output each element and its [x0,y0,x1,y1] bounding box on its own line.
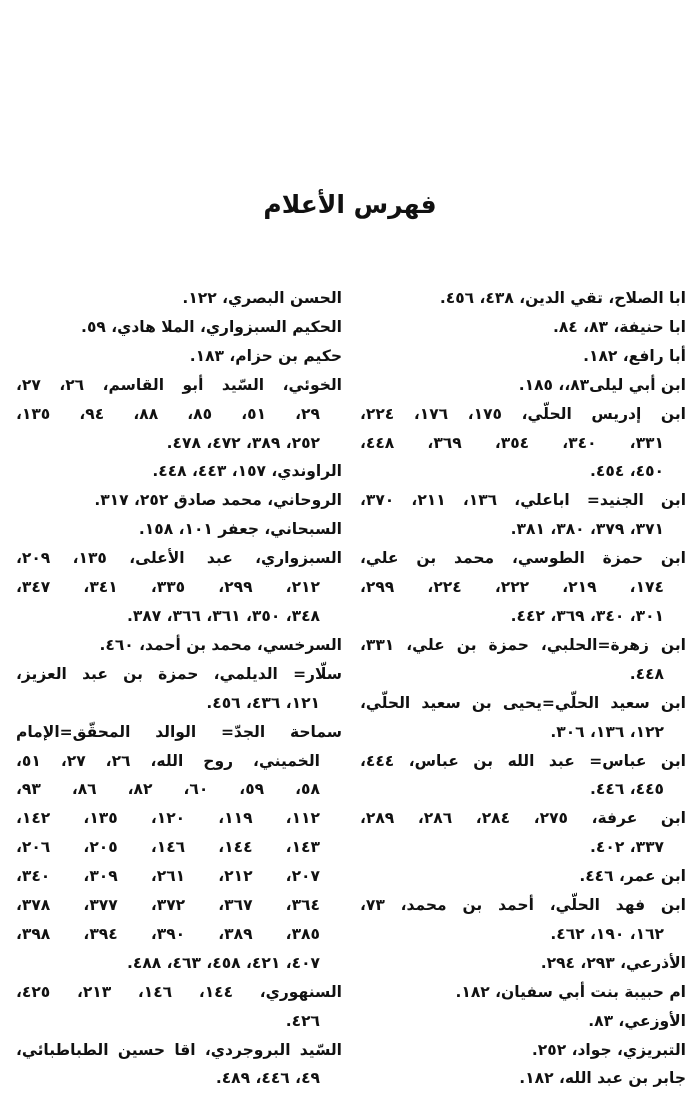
index-entry-heading: ابن عرفة، ٢٧٥، ٢٨٤، ٢٨٦، ٢٨٩، [360,809,686,828]
index-entry-heading: ابن أبي ليلى٨٣،، ١٨٥. [518,375,686,394]
index-entry [16,978,342,1036]
index-entry [360,631,686,689]
index-entry [16,660,342,718]
index-entry [16,457,342,486]
index-entry [360,371,686,400]
index-entry-heading: ابا حنيفة، ٨٣، ٨٤. [552,317,686,336]
index-entry-pages: ٣٦٤، ٣٦٧، ٣٧٢، ٣٧٧، ٣٧٨، [16,896,320,915]
index-entry-pages: ١٦٢، ١٩٠، ٤٦٢. [550,924,664,943]
index-entry-pages: ٣٣٧، ٤٠٢. [590,838,664,857]
index-entry-pages: ٣٤٨، ٣٥٠، ٣٦١، ٣٦٦، ٣٨٧. [126,606,320,625]
index-entry-pages: ٤٤٥، ٤٤٦. [590,780,664,799]
index-entry-heading: ابن فهد الحلّي، أحمد بن محمد، ٧٣، [360,896,686,915]
index-entry-heading: الأوزعي، ٨٣. [588,1011,686,1030]
index-entry-heading: الأذرعي، ٢٩٣، ٢٩٤. [540,953,686,972]
index-entry-heading: ابن سعيد الحلّي=يحيى بن سعيد الحلّي، [360,693,686,712]
index-entry [16,718,342,978]
index-entry [360,284,686,313]
index-entry-heading: ابن الجنيد= اباعلي، ١٣٦، ٢١١، ٣٧٠، [360,491,687,510]
index-entry-pages: ٣٧١، ٣٧٩، ٣٨٠، ٣٨١. [510,520,664,539]
index-entry-pages: ١٧٤، ٢١٩، ٢٢٢، ٢٢٤، ٢٩٩، [360,578,664,597]
index-entry-heading: ام حبيبة بنت أبي سفيان، ١٨٢. [455,982,686,1001]
index-entry-heading: السرخسي، محمد بن أحمد، ٤٦٠. [99,635,342,654]
index-entry-pages: ٢٩، ٥١، ٨٥، ٨٨، ٩٤، ١٣٥، [16,404,320,423]
index-column-left [16,284,342,1093]
index-column-right [360,284,686,1093]
index-entry-pages: ٤٠٧، ٤٢١، ٤٥٨، ٤٦٣، ٤٨٨. [126,953,320,972]
index-entry [16,515,342,544]
index-entry [360,1007,686,1036]
index-entry-heading: الحسن البصري، ١٢٢. [182,289,342,307]
index-entry-pages: ٤٢٦. [285,1011,320,1030]
index-entry [360,747,686,805]
index-entry-heading: ابن إدريس الحلّي، ١٧٥، ١٧٦، ٢٢٤، [360,404,686,423]
index-entry-pages: ٣٣١، ٣٤٠، ٣٥٤، ٣٦٩، ٤٤٨، [360,433,664,452]
index-entry [360,804,686,862]
index-entry [16,371,342,458]
index-entry-heading: ابن عباس= عبد الله بن عباس، ٤٤٤، [360,751,686,770]
index-entry-heading: سلّار= الديلمي، حمزة بن عبد العزيز، [16,664,342,683]
index-entry-pages: ٣٨٥، ٣٨٩، ٣٩٠، ٣٩٤، ٣٩٨، [16,924,320,943]
index-entry-heading: حكيم بن حزام، ١٨٣. [189,346,342,365]
index-entry-heading: السنهوري، ١٤٤، ١٤٦، ٢١٣، ٤٢٥، [16,982,342,1001]
index-entry [360,544,686,631]
index-entry [16,544,342,631]
index-entry-pages: ١٢١، ٤٣٦، ٤٥٦. [206,693,320,712]
index-entry [360,891,686,949]
index-entry-pages: ٤٥٠، ٤٥٤. [590,462,664,481]
index-entry-heading: الخوئي، السّيد أبو القاسم، ٢٦، ٢٧، [16,375,342,394]
index-entry [16,1036,342,1094]
index-entry-pages: ٣٠١، ٣٤٠، ٣٦٩، ٤٤٢. [510,606,664,625]
index-entry [360,400,686,487]
index-entry [360,313,686,342]
index-entry [16,284,342,313]
index-entry-heading: التبريزي، جواد، ٢٥٢. [531,1040,686,1059]
index-entry-heading: ابن حمزة الطوسي، محمد بن علي، [360,549,686,568]
index-entry-pages: ١٤٣، ١٤٤، ١٤٦، ٢٠٥، ٢٠٦، [16,838,320,857]
index-entry-pages: ٤٩، ٤٤٦، ٤٨٩. [215,1069,320,1088]
index-entry-pages: ٤٤٨. [629,664,664,683]
index-entry [16,486,342,515]
index-entry-heading: جابر بن عبد الله، ١٨٢. [519,1069,686,1088]
index-entry-heading: ابا الصلاح، تقي الدين، ٤٣٨، ٤٥٦. [439,289,686,307]
index-entry-heading: السّيد البروجردي، اقا حسين الطباطبائي، [16,1040,342,1059]
index-entry-pages: ١٢٢، ١٣٦، ٣٠٦. [550,722,664,741]
index-entry [16,342,342,371]
index-entry [360,342,686,371]
index-entry [360,486,686,544]
index-entry-pages: ٢٠٧، ٢١٢، ٢٦١، ٣٠٩، ٣٤٠، [16,867,320,886]
index-entry-pages: ٢٥٢، ٣٨٩، ٤٧٢، ٤٧٨. [166,433,320,452]
index-entry [16,631,342,660]
index-entry-heading: الحكيم السبزواري، الملا هادي، ٥٩. [81,317,342,336]
index-entry [360,862,686,891]
index-entry-heading: أبا رافع، ١٨٢. [583,346,686,365]
page-title: فهرس الأعلام [263,190,437,219]
index-entry-heading: الروحاني، محمد صادق ٢٥٢، ٣١٧. [94,491,342,510]
index-entry [360,978,686,1007]
index-entry-heading: ابن زهرة=الحلبي، حمزة بن علي، ٣٣١، [360,635,686,654]
index-entry-pages: ١١٢، ١١٩، ١٢٠، ١٣٥، ١٤٢، [16,809,320,828]
index-entry-heading: السبحاني، جعفر ١٠١، ١٥٨. [138,520,342,539]
index-entry-heading: سماحة الجدّ= الوالد المحقّق=الإمام [16,722,342,741]
index-entry-pages: ٢١٢، ٢٩٩، ٣٣٥، ٣٤١، ٣٤٧، [16,578,320,597]
index-entry [360,689,686,747]
index-entry-heading: الراوندي، ١٥٧، ٤٤٣، ٤٤٨. [152,462,342,481]
index-entry [360,1064,686,1093]
index-entry [360,1036,686,1065]
index-entry [360,949,686,978]
index-entry-heading: السبزواري، عبد الأعلى، ١٣٥، ٢٠٩، [16,549,342,568]
index-entry [16,313,342,342]
index-entry-pages: الخميني، روح الله، ٢٦، ٢٧، ٥١، [16,751,320,770]
index-entry-heading: ابن عمر، ٤٤٦. [579,867,686,886]
index-entry-pages: ٥٨، ٥٩، ٦٠، ٨٢، ٨٦، ٩٣، [16,780,320,799]
